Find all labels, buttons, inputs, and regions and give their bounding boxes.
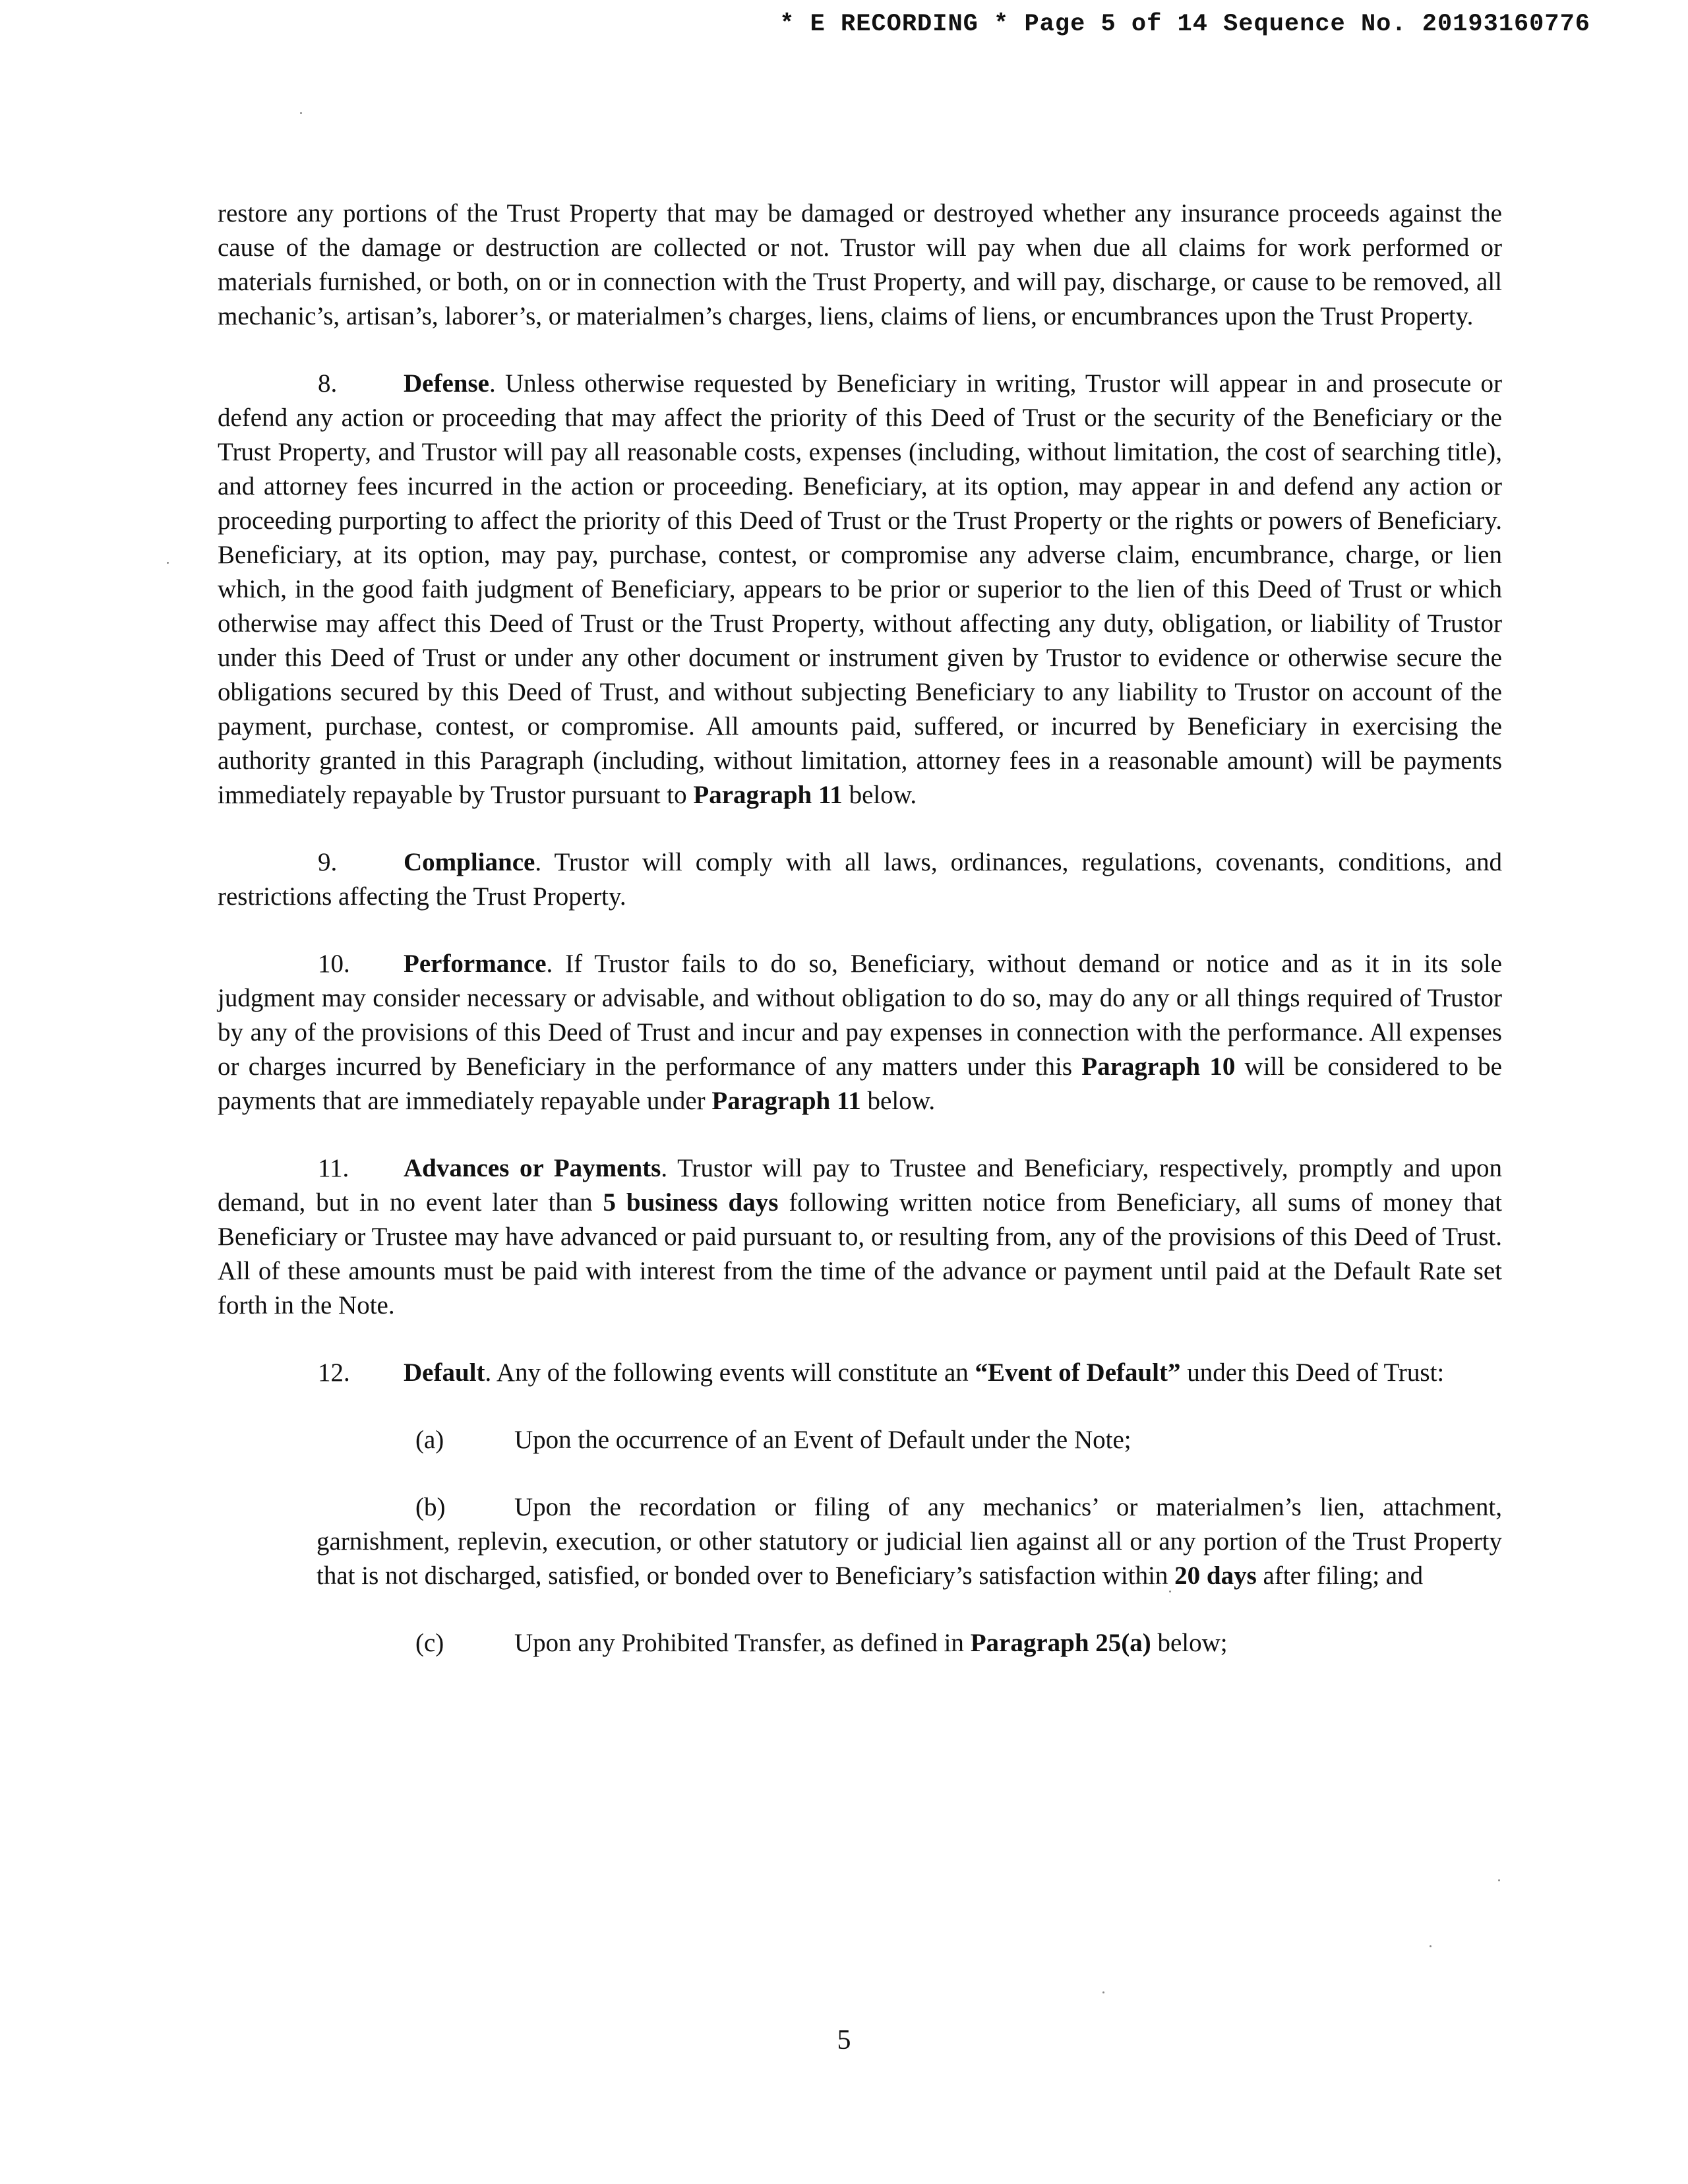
scan-speck xyxy=(300,112,302,114)
intro-paragraph: restore any portions of the Trust Property that may be damaged or destroyed whether any insurance proceeds against the cause of the damage or destruction are collected or not. Trustor will pay when due all claims for work performed or materials furnished, or both, on or in connection with the Trust Property, and will pay, discharge, or cause to be removed, all mechanic’s, artisan’s, laborer’s, or materialmen’s charges, liens, claims of liens, or encumbrances upon the Trust Property. xyxy=(218,199,1502,330)
deadline-term: 5 business days xyxy=(603,1188,779,1217)
page-number: 5 xyxy=(837,2025,851,2055)
subitem-text: Upon the occurrence of an Event of Default under the Note; xyxy=(514,1426,1131,1454)
section-heading: Performance xyxy=(404,950,547,978)
section-heading: Default xyxy=(404,1358,485,1387)
section-text: below. xyxy=(842,781,917,809)
subitem-label: (b) xyxy=(415,1493,446,1521)
scan-speck xyxy=(1102,1991,1104,1993)
section-number: 11. xyxy=(318,1154,349,1182)
section-number: 12. xyxy=(318,1358,350,1387)
section-text: . Any of the following events will constitute an xyxy=(485,1358,975,1387)
document-body xyxy=(218,197,1502,1693)
section-heading: Compliance xyxy=(404,848,535,876)
paragraph-reference: Paragraph 10 xyxy=(1081,1052,1236,1081)
scan-speck xyxy=(1430,1945,1432,1947)
section-text: . Trustor will comply with all laws, ordinances, regulations, covenants, conditions, and restrictions affecting the Trust Property. xyxy=(218,848,1502,911)
defined-term: “Event of Default” xyxy=(975,1358,1181,1387)
paragraph-reference: Paragraph 11 xyxy=(711,1087,861,1115)
subitem-text: below; xyxy=(1151,1629,1228,1657)
section-text: will be considered to be payments that are immediately repayable under xyxy=(218,1052,1502,1115)
scan-speck xyxy=(1498,1879,1500,1881)
subitem-label: (a) xyxy=(415,1426,444,1454)
scan-speck xyxy=(1169,1591,1171,1592)
section-text: following written notice from Beneficiary, all sums of money that Beneficiary or Trustee may have advanced or paid pursuant to, or resulting from, any of the provisions of this Deed of Trust. All of these amounts must be paid with interest from the time of the advance or payment until paid at the Default Rate set forth in the Note. xyxy=(218,1188,1502,1320)
section-text: . Trustor will pay to Trustee and Beneficiary, respectively, promptly and upon demand, but in no event later than xyxy=(218,1154,1503,1217)
section-default xyxy=(218,1356,1502,1390)
deadline-term: 20 days xyxy=(1174,1562,1257,1590)
section-number: 10. xyxy=(318,950,350,978)
section-performance xyxy=(218,947,1502,1118)
section-number: 8. xyxy=(318,369,338,398)
section-heading: Defense xyxy=(404,369,489,398)
paragraph-reference: Paragraph 11 xyxy=(693,781,843,809)
section-heading: Advances or Payments xyxy=(404,1154,661,1182)
section-text: . If Trustor fails to do so, Beneficiary, without demand or notice and as it in its sole judgment may consider necessary or advisable, and without obligation to do so, may do any or all things required of Trustor by any of the provisions of this Deed of Trust and incur and pay expenses in connection with the performance. All expenses or charges incurred by Beneficiary in the performance of any matters under this xyxy=(218,950,1502,1081)
subitem-b xyxy=(218,1490,1502,1593)
subitem-text: after filing; and xyxy=(1256,1562,1424,1590)
section-compliance xyxy=(218,845,1502,914)
subitem-a xyxy=(218,1423,1502,1457)
subitem-label: (c) xyxy=(415,1629,444,1657)
subitem-c xyxy=(218,1626,1502,1660)
scan-speck xyxy=(167,562,169,564)
recording-header: * E RECORDING * Page 5 of 14 Sequence No. 20193160776 xyxy=(779,11,1590,38)
subitem-text: Upon the recordation or filing of any mechanics’ or materialmen’s lien, attachment, garnishment, replevin, execution, or other statutory or judicial lien against all or any portion of the Trust Property that is not discharged, satisfied, or bonded over to Beneficiary’s satisfaction within xyxy=(316,1493,1502,1590)
section-text: under this Deed of Trust: xyxy=(1180,1358,1445,1387)
section-text: below. xyxy=(860,1087,936,1115)
section-defense xyxy=(218,367,1502,812)
section-text: . Unless otherwise requested by Beneficiary in writing, Trustor will appear in and prosecute or defend any action or proceeding that may affect the priority of this Deed of Trust or the security of the Beneficiary or the Trust Property, and Trustor will pay all reasonable costs, expenses (including, without limitation, the cost of searching title), and attorney fees incurred in the action or proceeding. Beneficiary, at its option, may appear in and defend any action or proceeding purporting to affect the priority of this Deed of Trust or the Trust Property or the rights or powers of Beneficiary. Beneficiary, at its option, may pay, purchase, contest, or compromise any adverse claim, encumbrance, charge, or lien which, in the good faith judgment of Beneficiary, appears to be prior or superior to the lien of this Deed of Trust or which otherwise may affect this Deed of Trust or the Trust Property, without affecting any duty, obligation, or liability of Trustor under this Deed of Trust or under any other document or instrument given by Trustor to evidence or otherwise secure the obligations secured by this Deed of Trust, and without subjecting Beneficiary to any liability to Trustor on account of the payment, purchase, contest, or compromise. All amounts paid, suffered, or incurred by Beneficiary in exercising the authority granted in this Paragraph (including, without limitation, attorney fees in a reasonable amount) will be payments immediately repayable by Trustor pursuant to xyxy=(218,369,1502,809)
subitem-text: Upon any Prohibited Transfer, as defined in xyxy=(514,1629,971,1657)
section-number: 9. xyxy=(318,848,338,876)
paragraph-reference: Paragraph 25(a) xyxy=(970,1629,1151,1657)
section-advances xyxy=(218,1151,1502,1323)
